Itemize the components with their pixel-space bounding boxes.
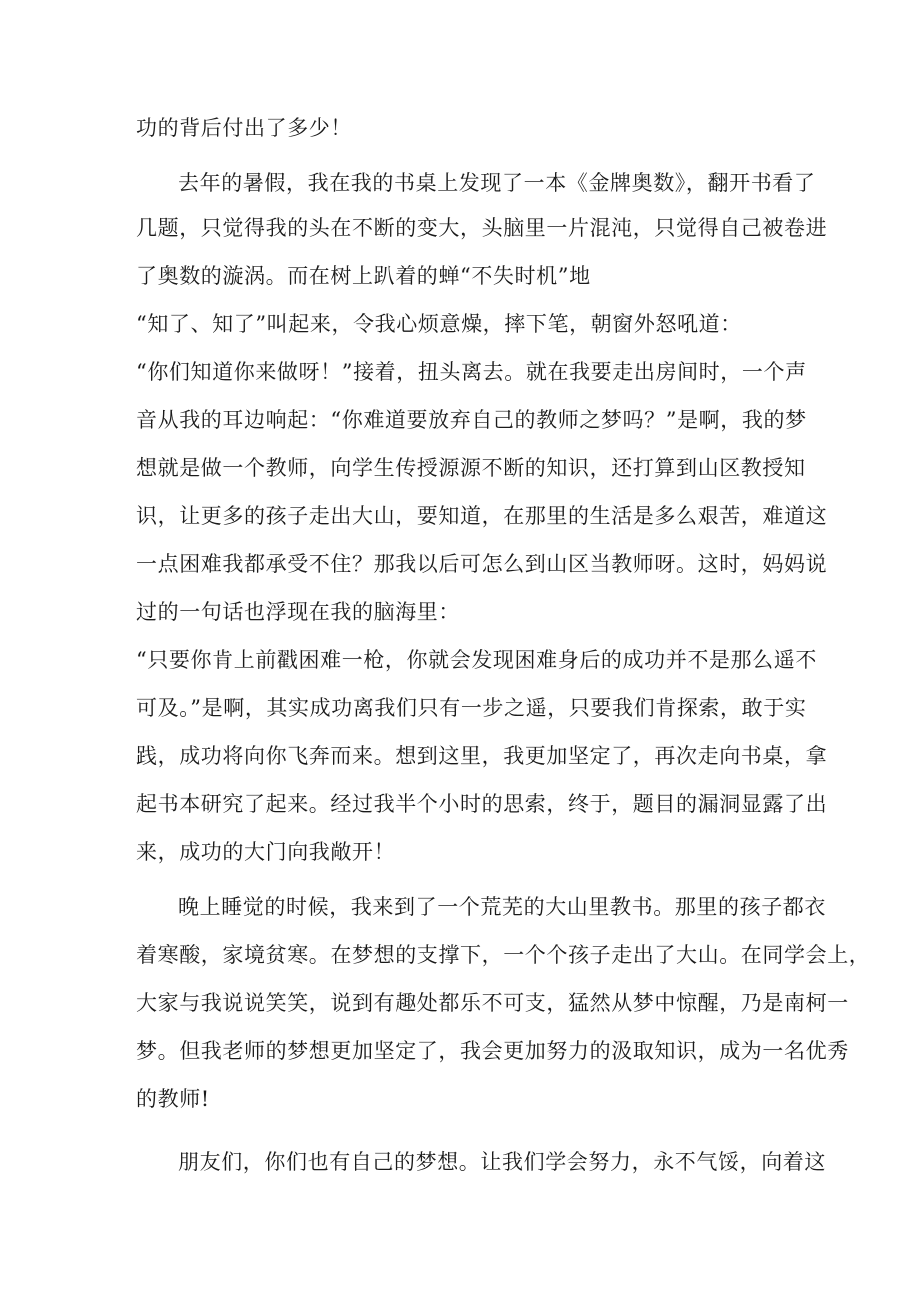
text-line: 了奥数的漩涡。而在树上趴着的蝉“不失时机”地 [136, 264, 591, 288]
text-line: 践，成功将向你飞奔而来。想到这里，我更加坚定了，再次走向书桌，拿 [136, 744, 828, 768]
text-line: 想就是做一个教师，向学生传授源源不断的知识，还打算到山区教授知 [136, 456, 806, 480]
text-line: “你们知道你来做呀！”接着，扭头离去。就在我要走出房间时，一个声 [136, 360, 807, 384]
text-line: 来，成功的大门向我敞开！ [136, 840, 396, 864]
paragraph-start-line: 晚上睡觉的时候，我来到了一个荒芜的大山里教书。那里的孩子都衣 [178, 895, 826, 919]
text-line: “知了、知了”叫起来，令我心烦意燥，摔下笔，朝窗外怒吼道： [136, 312, 742, 336]
text-line: 一点困难我都承受不住？那我以后可怎么到山区当教师呀。这时，妈妈说 [136, 552, 828, 576]
text-line: 过的一句话也浮现在我的脑海里： [136, 600, 460, 624]
text-line: 的教师! [136, 1087, 210, 1111]
paragraph-start-line: 去年的暑假，我在我的书桌上发现了一本《金牌奥数》，翻开书看了 [178, 171, 816, 195]
text-line: 几题，只觉得我的头在不断的变大，头脑里一片混沌，只觉得自己被卷进 [136, 216, 828, 240]
text-line: 着寒酸，家境贫寒。在梦想的支撑下，一个个孩子走出了大山。在同学会上， [136, 943, 871, 967]
text-line: 可及。”是啊，其实成功离我们只有一步之遥，只要我们肯探索，敢于实 [136, 696, 807, 720]
text-line: 梦。但我老师的梦想更加坚定了，我会更加努力的汲取知识，成为一名优秀 [136, 1039, 849, 1063]
text-line: 大家与我说说笑笑，说到有趣处都乐不可支，猛然从梦中惊醒，乃是南柯一 [136, 991, 849, 1015]
text-line: “只要你肯上前戳困难一枪，你就会发现困难身后的成功并不是那么遥不 [136, 648, 817, 672]
paragraph-start-line: 朋友们，你们也有自己的梦想。让我们学会努力，永不气馁，向着这 [178, 1150, 826, 1174]
text-line: 音从我的耳边响起：“你难道要放弃自己的教师之梦吗？”是啊，我的梦 [136, 408, 807, 432]
text-line: 功的背后付出了多少！ [136, 116, 352, 140]
text-line: 起书本研究了起来。经过我半个小时的思索，终于，题目的漏洞显露了出 [136, 792, 828, 816]
text-line: 识，让更多的孩子走出大山，要知道，在那里的生活是多么艰苦，难道这 [136, 504, 828, 528]
